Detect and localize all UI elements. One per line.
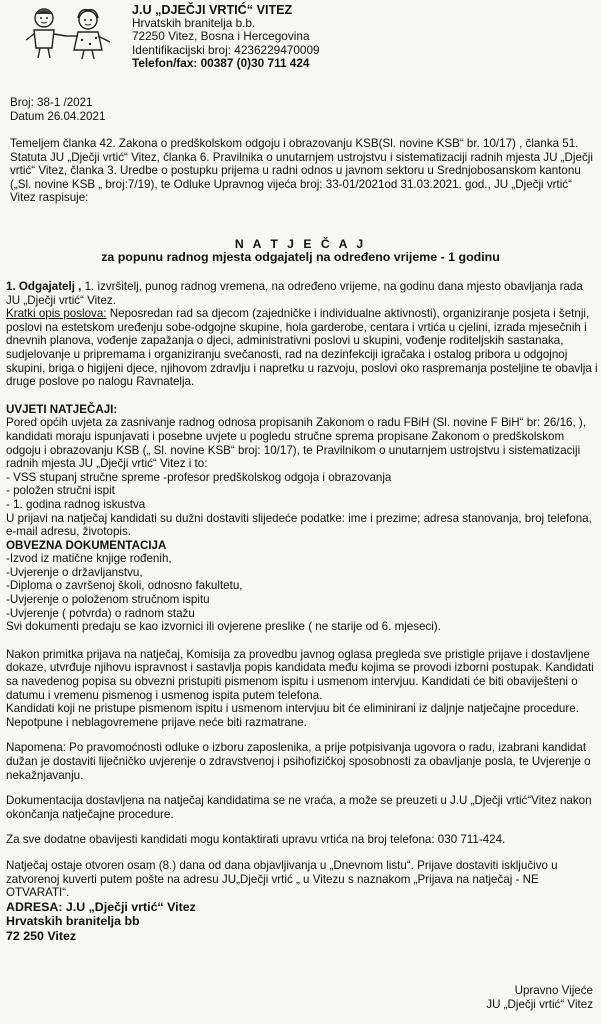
documentation-paragraph: Dokumentacija dostavljena na natječaj kandidatima se ne vraća, a može se preuzeti u J.U „Dječji vrtić“Vitez nakon okončanja natječajne procedure.	[6, 794, 592, 821]
org-phone: Telefon/fax: 00387 (0)30 711 424	[132, 55, 310, 70]
documents-note: Svi dokumenti predaju se kao izvornici ili ovjerene preslike ( ne starije od 6. mjeseci).	[6, 620, 441, 634]
org-name: J.U „DJEČJI VRTIĆ“ VITEZ	[132, 3, 293, 17]
documents-heading: OBVEZNA DOKUMENTACIJA	[6, 538, 167, 552]
document-date: Datum 26.04.2021	[10, 109, 106, 123]
job-description-label: Kratki opis poslova:	[6, 307, 107, 321]
procedure-paragraph: Nakon primitka prijava na natječaj, Komisija za provedbu javnog oglasa pregleda sve pristigle prijave i dostavljene dokaze, utvrđuje njihovu ispravnost i sastavlja popis kandidata među kojima se provodi izborni postupak. Kandidati sa navedenog popisa su obvezni pristupiti pismenom ispitu i usmenom intervjuu. Kandidati će biti obaviješteni o datumu i vremenu pismenog i usmenog ispita putem telefona.	[6, 647, 594, 702]
position-text: 1. izvršitelj, punog radnog vremena, na određeno vrijeme, na godinu dana mjesto obavljanja rada JU „Dječji vrtić“ Vitez.	[6, 280, 583, 307]
signature-org: JU „Dječji vrtić“ Vitez	[486, 998, 593, 1011]
signature-block	[486, 984, 593, 1012]
intro-paragraph: Temeljem članka 42. Zakona o predškolskom odgoju i obrazovanju KSB(Sl. novine KSB“ br. 10/17) , članka 51. Statuta JU „Dječji vrtić“ Vitez, članka 6. Pravilnika o unutarnjem ustrojstvu i sistematizaciji radnih mjesta JU „Dječji vrtić“ Vitez, članka 3. Uredbe o postupku prijema u radni odnos u javnom sektoru u Srednjobosanskom kantonu („Sl. novine KSB „ broj:7/19), te Odluke Upravnog vijeća broj: 33-01/2021od 31.03.2021. god., JU „Dječji vrtić“ Vitez raspisuje:	[10, 137, 593, 205]
apply-text: U prijavi na natječaj kandidati su dužni dostaviti slijedeće podatke: ime i prezime; adresa stanovanja, broj telefona, e-mail adresu, životopis.	[6, 511, 592, 539]
elimination-paragraph: Kandidati koji ne pristupe pismenom ispitu i usmenom intervjuu bit će eliminirani iz daljnje natječajne procedure.	[6, 702, 579, 716]
letterhead	[132, 4, 320, 70]
condition-item: - 1. godina radnog iskustva	[6, 497, 146, 511]
condition-item: - položen stručni ispit	[6, 484, 115, 498]
conditions-heading: UVJETI NATJEČAJI:	[6, 402, 118, 416]
document-body	[6, 280, 598, 944]
document-number: Broj: 38-1 /2021	[10, 96, 93, 109]
document-meta	[10, 96, 105, 123]
address-line: 72 250 Vitez	[6, 928, 77, 943]
job-description-text: Neposredan rad sa djecom (zajedničke i individualne aktivnosti), organiziranje posjeta i šetnji, poslovi na estetskom uređenju sobe-odgojne skupine, hola garderobe, centara i vrtića u cjelini, izrada mjesečnih i dnevnih planova, vođenje zapažanja o djeci, administrativni poslovi u skupini, vođenje roditeljskih sastanaka, sudjelovanje u pripremama i organiziranju svečanosti, rad na dezinfekciji igračaka i ostalog pribora u odgojnoj skupini, briga o higijeni djece, njihovom zdravlju i napretku u razvoju, poslovi oko raspremanja posteljine te obavlja i druge poslove po nalogu Ravnatelja.	[6, 307, 598, 389]
document-item: -Izvod iz matične knjige rođenih,	[6, 552, 172, 566]
document-subtitle: za popunu radnog mjesta odgajatelj na određeno vrijeme - 1 godinu	[101, 250, 500, 264]
document-item: -Uvjerenje ( potvrda) o radnom stažu	[6, 606, 195, 620]
signature-title: Upravno Vijeće	[514, 984, 593, 997]
job-description	[6, 307, 598, 389]
org-street: Hrvatskih branitelja b.b.	[132, 16, 256, 31]
children-drawing-icon	[22, 4, 118, 62]
document-item: -Uvjerenje o državljanstvu,	[6, 565, 143, 579]
address-line: Hrvatskih branitelja bb	[6, 914, 140, 929]
address-line: ADRESA: J.U „Dječji vrtić“ Vitez	[6, 899, 196, 914]
deadline-paragraph: Natječaj ostaje otvoren osam (8.) dana od dana objavljivanja u „Dnevnom listu“. Prijave dostaviti isključivo u zatvorenoj kuverti putem pošte na adresu JU„Dječji vrtić „ u Vitezu s naznakom „Prijava na natječaj - NE OTVARATI“.	[6, 858, 558, 900]
org-city: 72250 Vitez, Bosna i Hercegovina	[132, 29, 310, 44]
org-id-number: Identifikacijski broj: 4236229470009	[132, 42, 320, 57]
contact-paragraph: Za sve dodatne obavijesti kandidati mogu kontaktirati upravu vrtića na broj telefona: 030 711-424.	[6, 833, 506, 847]
position-paragraph	[6, 280, 598, 307]
document-item: -Uvjerenje o položenom stručnom ispitu	[6, 593, 210, 607]
condition-item: - VSS stupanj stručne spreme -profesor predškolskog odgoja i obrazovanja	[6, 470, 392, 484]
incomplete-paragraph: Nepotpune i neblagovremene prijave neće biti razmatrane.	[6, 715, 307, 729]
position-label: 1. Odgajatelj ,	[6, 280, 82, 293]
note-paragraph: Napomena: Po pravomoćnosti odluke o izboru zaposlenika, a prije potpisivanja ugovora o radu, izabrani kandidat dužan je dostaviti liječničko uvjerenje o zdravstvenoj i psihofizičkoj sposobnosti za obavljanje posla, te Uvjerenje o nekažnjavanju.	[6, 741, 591, 782]
document-item: -Diploma o završenoj školi, odnosno fakultetu,	[6, 579, 243, 593]
conditions-text: Pored općih uvjeta za zasnivanje radnog odnosa propisanih Zakonom o radu FBiH (Sl. novine F BiH“ br: 26/16, ), kandidati moraju ispunjavati i posebne uvjete u pogledu stručne sprema propisane Zakonom o predškolskom odgoju i obrazovanju KSB („ Sl. novine KSB“ broj: 10/17), te Pravilnikom o unutarnjem ustrojstvu i sistematizaciji radnih mjesta JU „Dječji vrtić“ Vitez i to:	[6, 416, 586, 471]
document-title: N A T J E Č A J	[234, 237, 367, 251]
